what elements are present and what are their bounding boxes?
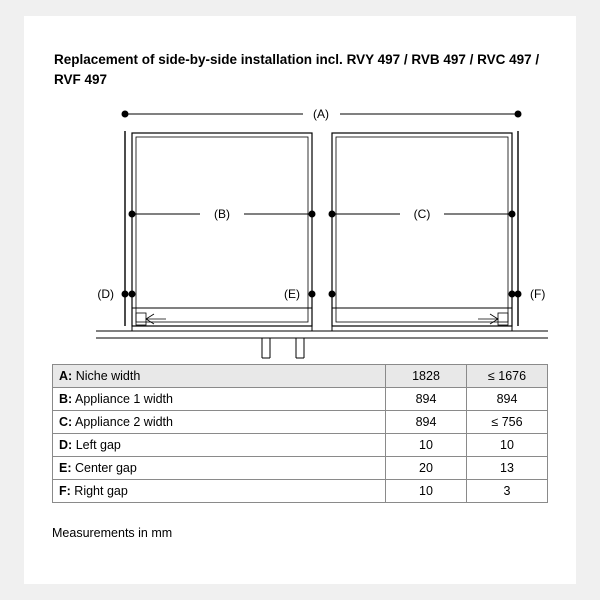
appliance-1-inner — [136, 137, 308, 322]
base-section — [96, 133, 548, 358]
measurement-note: Measurements in mm — [52, 526, 173, 540]
installation-diagram — [48, 86, 552, 366]
row-label: Center gap — [74, 461, 137, 475]
row-value-2: 10 — [467, 434, 548, 457]
dim-e-label: (E) — [284, 287, 300, 301]
dim-d-dot-left — [122, 291, 129, 298]
row-value-2: ≤ 1676 — [467, 365, 548, 388]
dim-f-dot-left — [509, 291, 516, 298]
dim-d-dot-right — [129, 291, 136, 298]
row-key: A: — [59, 369, 73, 383]
table-row — [53, 411, 548, 434]
dimension-e — [284, 287, 336, 301]
row-label: Niche width — [75, 369, 141, 383]
row-label-cell — [53, 365, 386, 388]
left-foot-box — [136, 313, 146, 325]
row-value-2: 3 — [467, 480, 548, 503]
row-label: Left gap — [75, 438, 121, 452]
row-label: Appliance 2 width — [75, 415, 173, 429]
table-row — [53, 388, 548, 411]
diagram-svg — [48, 86, 552, 366]
dimensions-table — [52, 364, 548, 503]
row-value-1: 10 — [386, 480, 467, 503]
row-value-1: 894 — [386, 411, 467, 434]
row-value-1: 10 — [386, 434, 467, 457]
dim-d-label: (D) — [97, 287, 114, 301]
page-title: Replacement of side-by-side installation incl. RVY 497 / RVB 497 / RVC 497 / RVF 497 — [54, 52, 540, 87]
row-label-cell — [53, 411, 386, 434]
dim-a-label: (A) — [313, 107, 329, 121]
dimensions-table-body — [53, 365, 548, 503]
row-value-1: 1828 — [386, 365, 467, 388]
row-key: D: — [59, 438, 73, 452]
row-value-2: 13 — [467, 457, 548, 480]
row-label-cell — [53, 457, 386, 480]
table-row — [53, 457, 548, 480]
right-foot-box — [498, 313, 508, 325]
dim-f-label: (F) — [530, 287, 546, 301]
table-row — [53, 434, 548, 457]
dimension-f — [509, 287, 546, 301]
dimension-c — [329, 207, 516, 221]
row-value-1: 20 — [386, 457, 467, 480]
appliance-2 — [332, 133, 512, 326]
left-foot-detail — [136, 313, 166, 325]
table-row — [53, 480, 548, 503]
dimension-d — [97, 287, 135, 301]
dimensions-table-wrap — [52, 364, 548, 503]
dimension-b — [129, 207, 316, 221]
row-value-1: 894 — [386, 388, 467, 411]
row-label: Right gap — [74, 484, 128, 498]
base-right-block — [332, 308, 512, 331]
row-label-cell — [53, 388, 386, 411]
appliance-2-outline — [332, 133, 512, 326]
dim-b-label: (B) — [214, 207, 230, 221]
content-card — [24, 16, 576, 584]
base-left-block — [132, 308, 312, 331]
table-row — [53, 365, 548, 388]
row-key: C: — [59, 415, 73, 429]
appliance-2-inner — [336, 137, 508, 322]
row-label-cell — [53, 434, 386, 457]
row-value-2: 894 — [467, 388, 548, 411]
row-value-2: ≤ 756 — [467, 411, 548, 434]
row-key: F: — [59, 484, 71, 498]
dimension-a — [122, 107, 522, 121]
row-label: Appliance 1 width — [75, 392, 173, 406]
row-key: E: — [59, 461, 72, 475]
dim-c-label: (C) — [413, 207, 431, 221]
leg-stubs — [262, 338, 304, 358]
row-key: B: — [59, 392, 73, 406]
right-foot-detail — [478, 313, 508, 325]
row-label-cell — [53, 480, 386, 503]
dim-f-dot-right — [515, 291, 522, 298]
niche-outline — [125, 131, 518, 326]
